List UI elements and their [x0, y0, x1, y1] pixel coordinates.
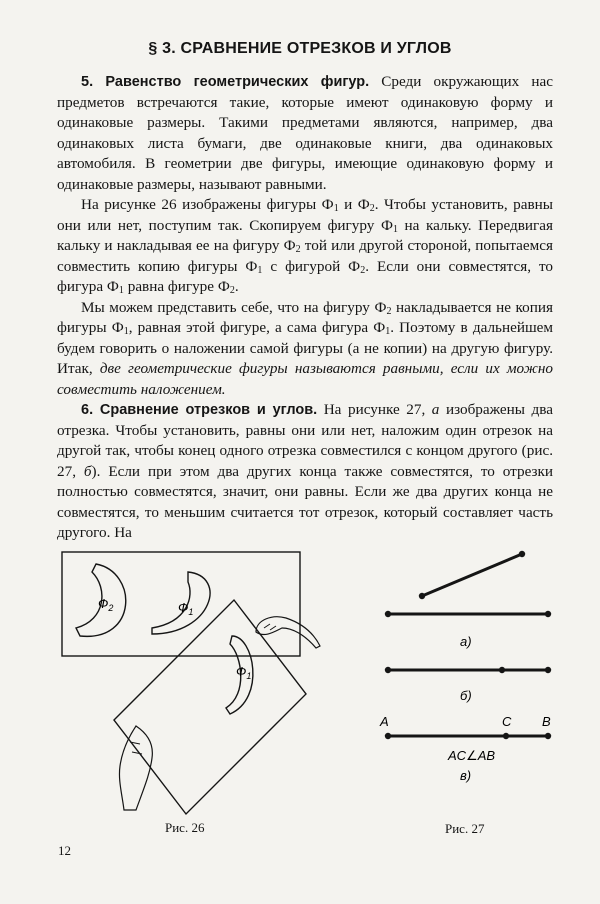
- subscript: 2: [360, 264, 366, 276]
- subscript: 2: [295, 244, 301, 255]
- text-run: На рисунке 26 изображены фигуры Ф: [81, 196, 334, 213]
- text-run: с фигурой Ф: [262, 257, 361, 275]
- segment-endpoint: [419, 593, 425, 599]
- subscript: 1: [257, 264, 263, 276]
- subscript: 2: [229, 285, 235, 296]
- paragraph-overlay: [57, 298, 553, 401]
- body-text: [57, 72, 553, 544]
- text-run: . Чтобы установить, равны они или нет, поступим так. Скопируем фигуру Ф: [57, 196, 553, 234]
- paragraph-5-title: 5. Равенство геометрических фигур.: [81, 74, 370, 90]
- figure-26-caption: Рис. 26: [165, 820, 205, 835]
- subscript: 1: [118, 285, 124, 296]
- figure-26: [60, 548, 340, 818]
- text-run: равна фигуре Ф: [123, 278, 230, 295]
- label-c: в): [460, 768, 472, 783]
- hand-right: [256, 617, 320, 648]
- segment-endpoint: [385, 667, 391, 673]
- segment-endpoint: [545, 611, 551, 617]
- text-run: накладывается не копия фигуры Ф: [57, 298, 554, 336]
- section-heading: § 3. СРАВНЕНИЕ ОТРЕЗКОВ И УГЛОВ: [148, 40, 452, 57]
- segment-endpoint: [545, 667, 551, 673]
- subscript: 1: [123, 326, 129, 337]
- label-a: а): [460, 634, 472, 649]
- subscript: 2: [369, 203, 375, 214]
- ref-b: б: [83, 462, 92, 480]
- figure-27-caption: Рис. 27: [445, 821, 485, 836]
- text-run: , равная этой фигуре, а сама фигура Ф: [128, 319, 386, 336]
- label-b: б): [460, 688, 472, 703]
- text-run: Мы можем представить себе, что на фигуру Ф: [81, 298, 387, 316]
- text-run: изображены два отрезка. Чтобы установить, равны они или нет, наложим один отрезок на другой так, чтобы конец одного отрезка совместился с концом другого (рис. 27,: [57, 401, 553, 480]
- paragraph-5: [57, 72, 553, 195]
- point-C: [503, 733, 509, 739]
- paragraph-5-text: Среди окружающих нас предметов встречаются такие, которые имеют одинаковую форму и одинаковые размеры. Такими предметами являются, например, два одинаковых листа бумаги, две одинаковые книги, два одинаковых автомобиля. В геометрии две фигуры, имеющие одинаковую форму и одинаковые размеры, называют равными.: [57, 73, 553, 193]
- definition-italic: две геометрические фигуры называются равными, если их можно совместить наложением.: [57, 360, 553, 398]
- text-run: и Ф: [338, 196, 370, 213]
- page-number: 12: [58, 843, 71, 858]
- ref-a: а: [431, 401, 440, 418]
- paragraph-figure-26: [57, 195, 553, 298]
- segment-endpoint: [519, 551, 525, 557]
- copied-figure-label: $Ф_1$: [236, 664, 252, 681]
- relation-label: AC∠AB: [448, 748, 496, 763]
- text-run: на кальку. Передвигая кальку и накладывая ее на фигуру Ф: [57, 216, 553, 254]
- figure-27: [372, 548, 582, 798]
- subscript: 2: [386, 305, 392, 317]
- figure-f2-label: $Ф_2$: [98, 596, 114, 613]
- point-B-label: B: [542, 714, 551, 729]
- hand-right-fingers: [264, 624, 276, 630]
- paragraph-6: [57, 400, 553, 544]
- segment-endpoint: [385, 611, 391, 617]
- tracing-paper: [114, 600, 306, 814]
- subscript: 1: [392, 223, 398, 235]
- text-run: ). Если при этом два других конца также совместятся, то отрезки полностью совместятся, значит, они равны. Если же два других конца не совместятся, то меньшим считается тот отрезок, который составляет часть другого. На: [57, 462, 553, 541]
- hand-left: [119, 726, 152, 810]
- text-run: . Поэтому в дальнейшем будем говорить о наложении самой фигуры (а не копии) на другую фигуру. Итак,: [57, 319, 553, 377]
- segment-endpoint: [499, 667, 505, 673]
- text-run: . Если они совместятся, то фигура Ф: [57, 257, 553, 295]
- segment-tilted: [422, 554, 522, 596]
- subscript: 1: [385, 326, 391, 337]
- point-A: [385, 733, 391, 739]
- point-A-label: A: [380, 714, 389, 729]
- figure-f1-label: $Ф_1$: [178, 600, 194, 617]
- text-run: На рисунке 27,: [317, 401, 432, 418]
- point-C-label: C: [502, 714, 512, 729]
- subscript: 1: [333, 203, 339, 214]
- paragraph-6-title: 6. Сравнение отрезков и углов.: [81, 402, 318, 418]
- text-run: .: [234, 278, 239, 295]
- point-B: [545, 733, 551, 739]
- text-run: той или другой стороной, попытаемся совместить копию фигуры Ф: [57, 237, 553, 275]
